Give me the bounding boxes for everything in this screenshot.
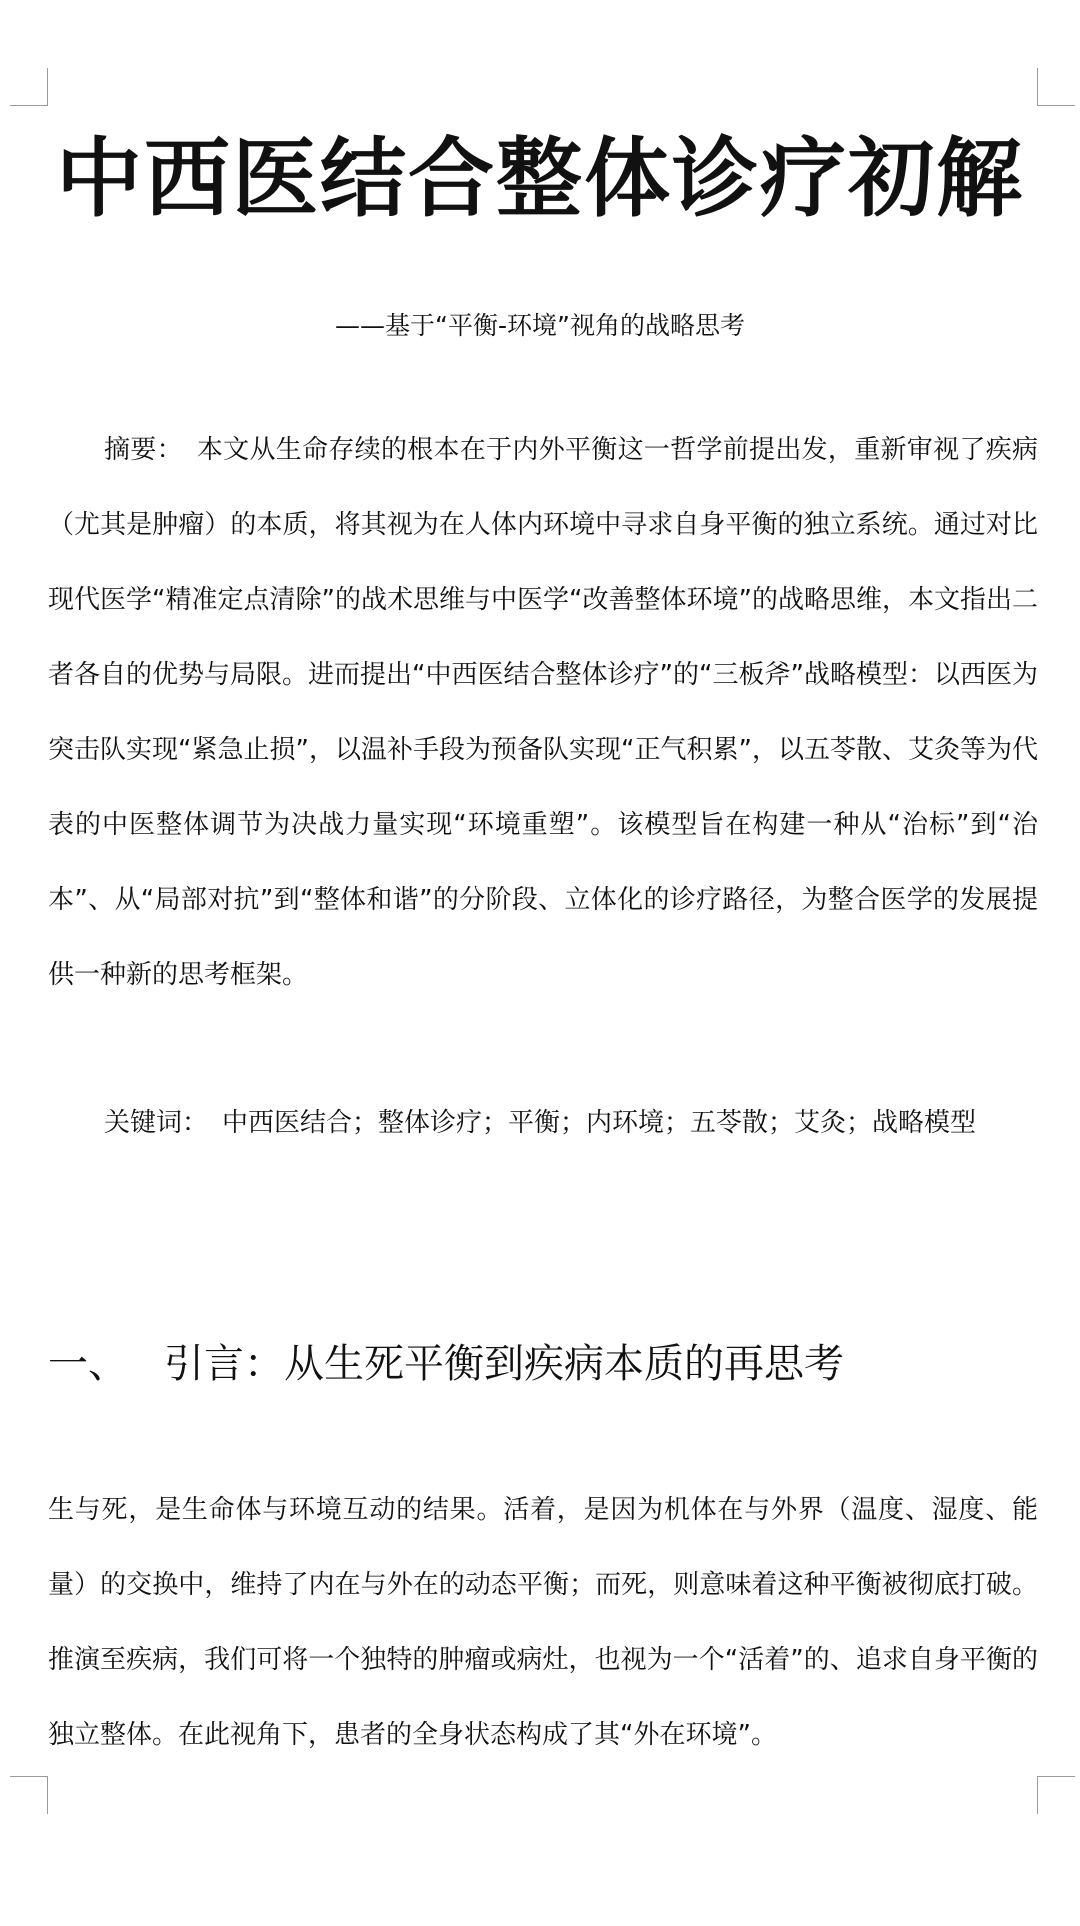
corner-mark-top-left bbox=[10, 68, 48, 106]
abstract-label: 摘要： bbox=[104, 435, 183, 465]
corner-mark-bottom-right bbox=[1037, 1776, 1075, 1814]
section-number: 一、 bbox=[48, 1341, 128, 1387]
keywords-text: 中西医结合；整体诊疗；平衡；内环境；五苓散；艾灸；战略模型 bbox=[222, 1108, 977, 1138]
section-heading bbox=[48, 1334, 1038, 1394]
section-paragraph: 生与死，是生命体与环境互动的结果。活着，是因为机体在与外界（温度、湿度、能量）的交换中，维持了内在与外在的动态平衡；而死，则意味着这种平衡被彻底打破。推演至疾病，我们可将一个独特的肿瘤或病灶，也视为一个“活着”的、追求自身平衡的独立整体。在此视角下，患者的全身状态构成了其“外在环境”。 bbox=[48, 1495, 1038, 1750]
document-subtitle: ——基于“平衡-环境”视角的战略思考 bbox=[335, 311, 745, 340]
abstract-paragraph bbox=[48, 413, 1038, 1013]
abstract-text: 本文从生命存续的根本在于内外平衡这一哲学前提出发，重新审视了疾病（尤其是肿瘤）的本质，将其视为在人体内环境中寻求自身平衡的独立系统。通过对比现代医学“精准定点清除”的战术思维与中医学“改善整体环境”的战略思维，本文指出二者各自的优势与局限。进而提出“中西医结合整体诊疗”的“三板斧”战略模型：以西医为突击队实现“紧急止损”，以温补手段为预备队实现“正气积累”，以五苓散、艾灸等为代表的中医整体调节为决战力量实现“环境重塑”。该模型旨在构建一种从“治标”到“治本”、从“局部对抗”到“整体和谐”的分阶段、立体化的诊疗路径，为整合医学的发展提供一种新的思考框架。 bbox=[48, 435, 1038, 990]
keywords-paragraph bbox=[48, 1086, 1038, 1161]
document-title: 中西医结合整体诊疗初解 bbox=[56, 129, 1024, 229]
section-title: 引言：从生死平衡到疾病本质的再思考 bbox=[164, 1341, 844, 1387]
corner-mark-bottom-left bbox=[10, 1776, 48, 1814]
keywords-label: 关键词： bbox=[104, 1108, 209, 1138]
corner-mark-top-right bbox=[1037, 68, 1075, 106]
